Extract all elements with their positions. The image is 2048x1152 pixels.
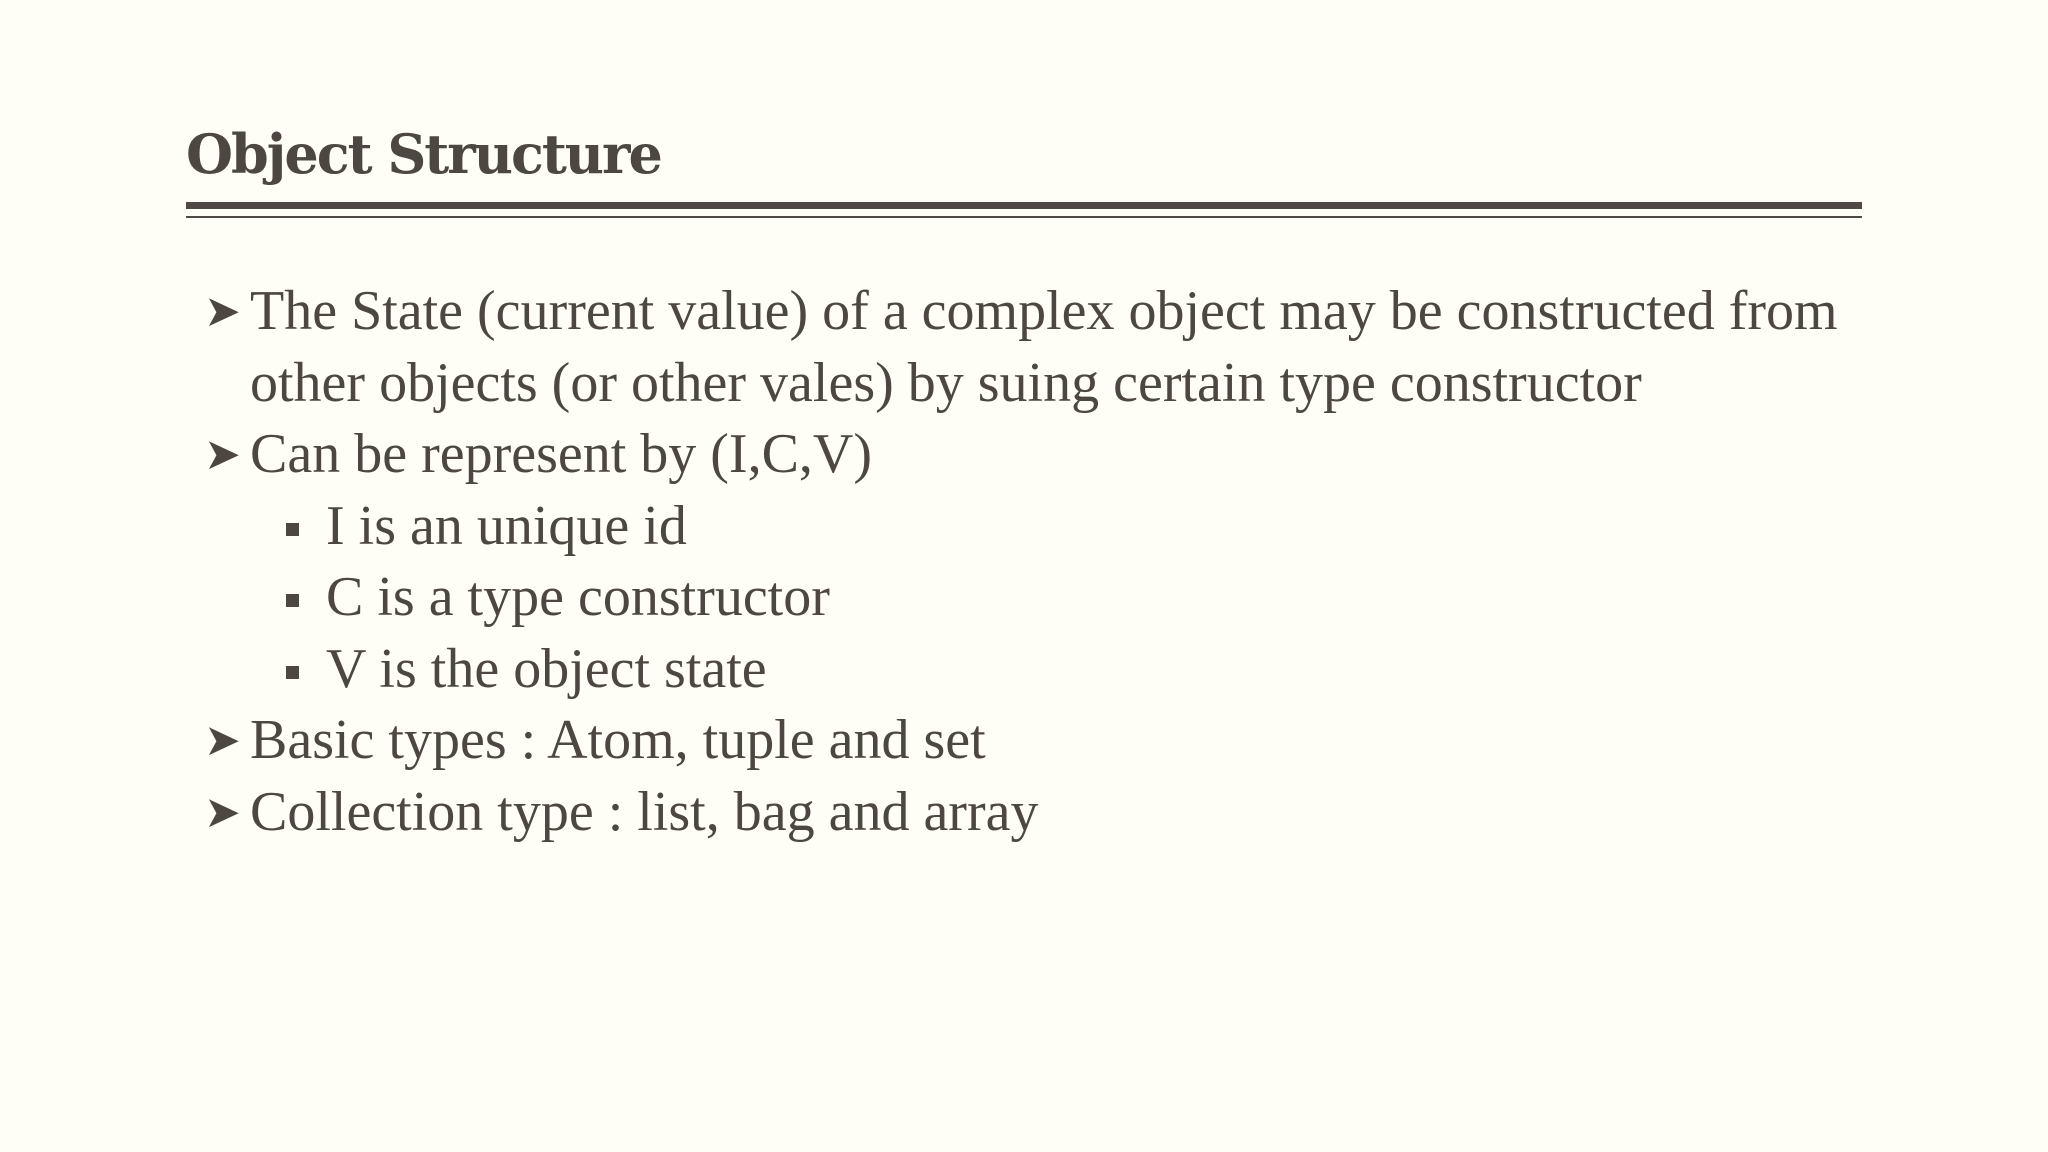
bullet-item xyxy=(204,777,1844,849)
arrow-bullet-icon: ➤ xyxy=(204,429,241,480)
arrow-bullet-icon: ➤ xyxy=(204,286,241,337)
sub-bullet-item xyxy=(204,562,1844,634)
sub-bullet-text: V is the object state xyxy=(326,637,767,700)
title-rule-thin xyxy=(186,216,1862,218)
bullet-text: Can be represent by (I,C,V) xyxy=(250,423,873,485)
sub-bullet-text: C is a type constructor xyxy=(326,566,830,628)
sub-bullet-text: I is an unique id xyxy=(326,494,687,557)
square-bullet-icon xyxy=(286,523,299,536)
arrow-bullet-icon: ➤ xyxy=(204,786,241,838)
bullet-item xyxy=(204,419,1844,491)
square-bullet-icon xyxy=(286,594,299,607)
arrow-bullet-icon: ➤ xyxy=(204,715,241,766)
bullet-text: Collection type : list, bag and array xyxy=(250,780,1039,843)
bullet-text: Basic types : Atom, tuple and set xyxy=(250,709,986,771)
bullet-item xyxy=(204,705,1844,777)
bullet-text: The State (current value) of a complex object may be constructed from other objects (or other vales) by suing certain type constructor xyxy=(250,280,1838,414)
title-rule-thick xyxy=(186,202,1862,209)
sub-bullet-item xyxy=(204,491,1844,563)
bullet-item xyxy=(204,276,1844,419)
square-bullet-icon xyxy=(286,666,299,679)
sub-bullet-item xyxy=(204,634,1844,706)
slide-title: Object Structure xyxy=(186,122,661,186)
bullet-list xyxy=(204,276,1844,848)
